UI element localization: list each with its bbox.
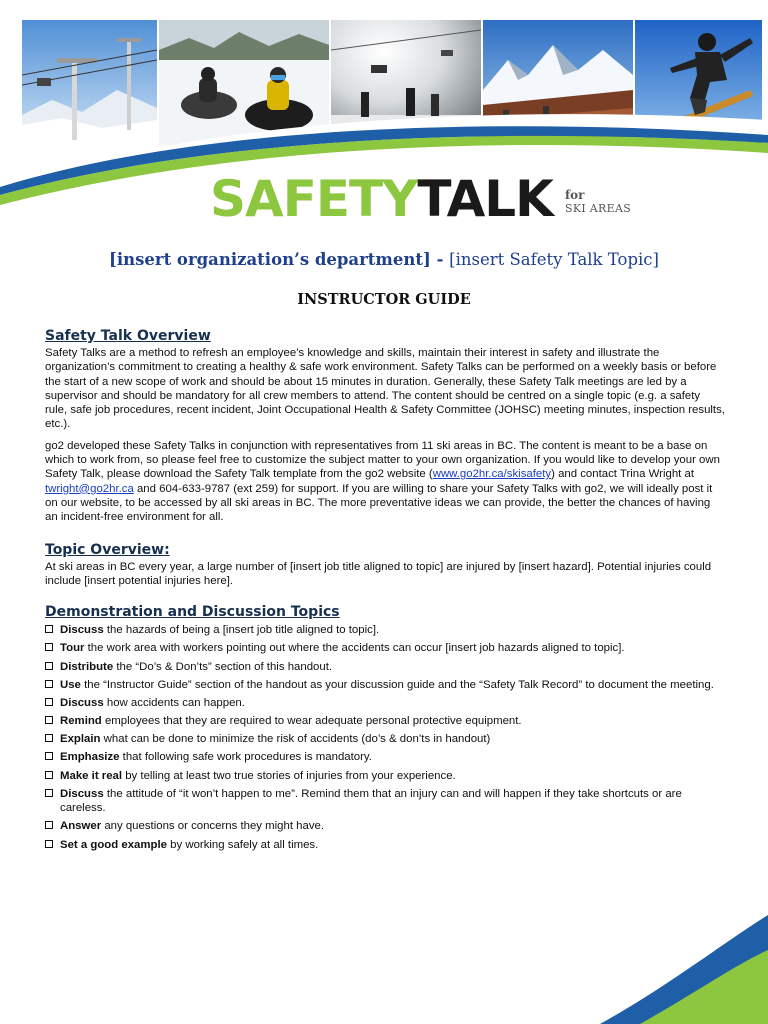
checklist-item: Discuss how accidents can happen. — [45, 696, 725, 710]
checkbox-icon[interactable] — [45, 752, 53, 760]
checklist-item: Explain what can be done to minimize the risk of accidents (do’s & don’ts in handout) — [45, 732, 725, 746]
logo-talk-text: TALK — [417, 170, 553, 228]
logo-for-text: for — [565, 188, 585, 202]
checkbox-icon[interactable] — [45, 698, 53, 706]
checklist-item: Distribute the “Do’s & Don’ts” section of this handout. — [45, 660, 725, 674]
checklist-item: Set a good example by working safely at all times. — [45, 838, 725, 852]
instructor-guide-title: INSTRUCTOR GUIDE — [297, 291, 471, 308]
para2-part-a: go2 developed these Safety Talks in conjunction with representatives from 11 ski areas in BC. The content is meant to be a base on which to work from, so please feel free to customize the subject matter to your own organization. If you would like to develop your own Safety Talk, please download the Safety Talk template from the go2 website ( — [45, 439, 720, 481]
overview-paragraph-1: Safety Talks are a method to refresh an employee’s knowledge and skills, maintain their interest in safety and illustrate the organization’s commitment to creating a healthy & safe work environment. Safety Talks can be performed on a weekly basis or before the start of a new scope of work and should be about 15 minutes in duration. Generally, these Safety Talk meetings are led by a supervisor and should be mandatory for all crew members to attend. The content should be centred on a single topic (e.g. a safety rule, safe job procedures, recent incident, Joint Occupational Health & Safety Committee (JOHSC) meeting minutes, inspection results, etc.). — [45, 347, 725, 431]
heading-separator: - — [430, 250, 450, 269]
checkbox-icon[interactable] — [45, 840, 53, 848]
checklist-item: Discuss the attitude of “it won’t happen to me”. Remind them that an injury can and will happen if they take shortcuts or are careless. — [45, 787, 725, 816]
checklist-item: Make it real by telling at least two true stories of injuries from your experience. — [45, 769, 725, 783]
demo-topics-heading: Demonstration and Discussion Topics — [45, 604, 340, 621]
checkbox-icon[interactable] — [45, 643, 53, 651]
go2-website-link[interactable]: www.go2hr.ca/skisafety — [432, 468, 552, 481]
checklist-item: Answer any questions or concerns they might have. — [45, 819, 725, 833]
overview-heading: Safety Talk Overview — [45, 328, 211, 344]
para2-part-b: ) and contact Trina Wright at — [551, 468, 694, 481]
document-body — [45, 326, 725, 856]
topic-overview-heading: Topic Overview: — [45, 541, 170, 558]
checkbox-icon[interactable] — [45, 821, 53, 829]
checkbox-icon[interactable] — [45, 662, 53, 670]
topic-overview-paragraph: At ski areas in BC every year, a large number of [insert job title aligned to topic] are injured by [insert hazard]. Potential injuries could include [insert potential injuries here]. — [45, 560, 712, 587]
checkbox-icon[interactable] — [45, 771, 53, 779]
checklist-item: Discuss the hazards of being a [insert job title aligned to topic]. — [45, 623, 725, 637]
safety-talk-logo — [210, 170, 650, 230]
checkbox-icon[interactable] — [45, 716, 53, 724]
checklist-item: Emphasize that following safe work procedures is mandatory. — [45, 750, 725, 764]
checklist-item: Tour the work area with workers pointing out where the accidents can occur [insert job hazards aligned to topic]. — [45, 641, 725, 655]
email-link[interactable]: twright@go2hr.ca — [45, 482, 134, 495]
checkbox-icon[interactable] — [45, 680, 53, 688]
checklist-item: Remind employees that they are required to wear adequate personal protective equipment. — [45, 714, 725, 728]
logo-safety-text: SAFETY — [210, 170, 418, 228]
checkbox-icon[interactable] — [45, 734, 53, 742]
page-heading — [0, 248, 768, 272]
overview-paragraph-2 — [45, 439, 725, 525]
heading-department: [insert organization’s department] — [109, 250, 431, 269]
checklist-item: Use the “Instructor Guide” section of the handout as your discussion guide and the “Safety Talk Record” to document the meeting. — [45, 678, 725, 692]
logo-wordmark — [210, 170, 553, 228]
footer-swoosh — [0, 905, 768, 1024]
checkbox-icon[interactable] — [45, 625, 53, 633]
demo-checklist — [45, 623, 725, 852]
heading-topic: [insert Safety Talk Topic] — [449, 250, 659, 269]
para2-part-c: and 604-633-9787 (ext 259) for support. If you are willing to share your Safety Talks with go2, we will ideally post it on our website, to be accessed by all ski areas in BC. The more preventative ideas we can provide, the better the chances of having an incident-free environment for all. — [45, 482, 713, 524]
logo-ski-areas-text: SKI AREAS — [565, 202, 632, 215]
checkbox-icon[interactable] — [45, 789, 53, 797]
